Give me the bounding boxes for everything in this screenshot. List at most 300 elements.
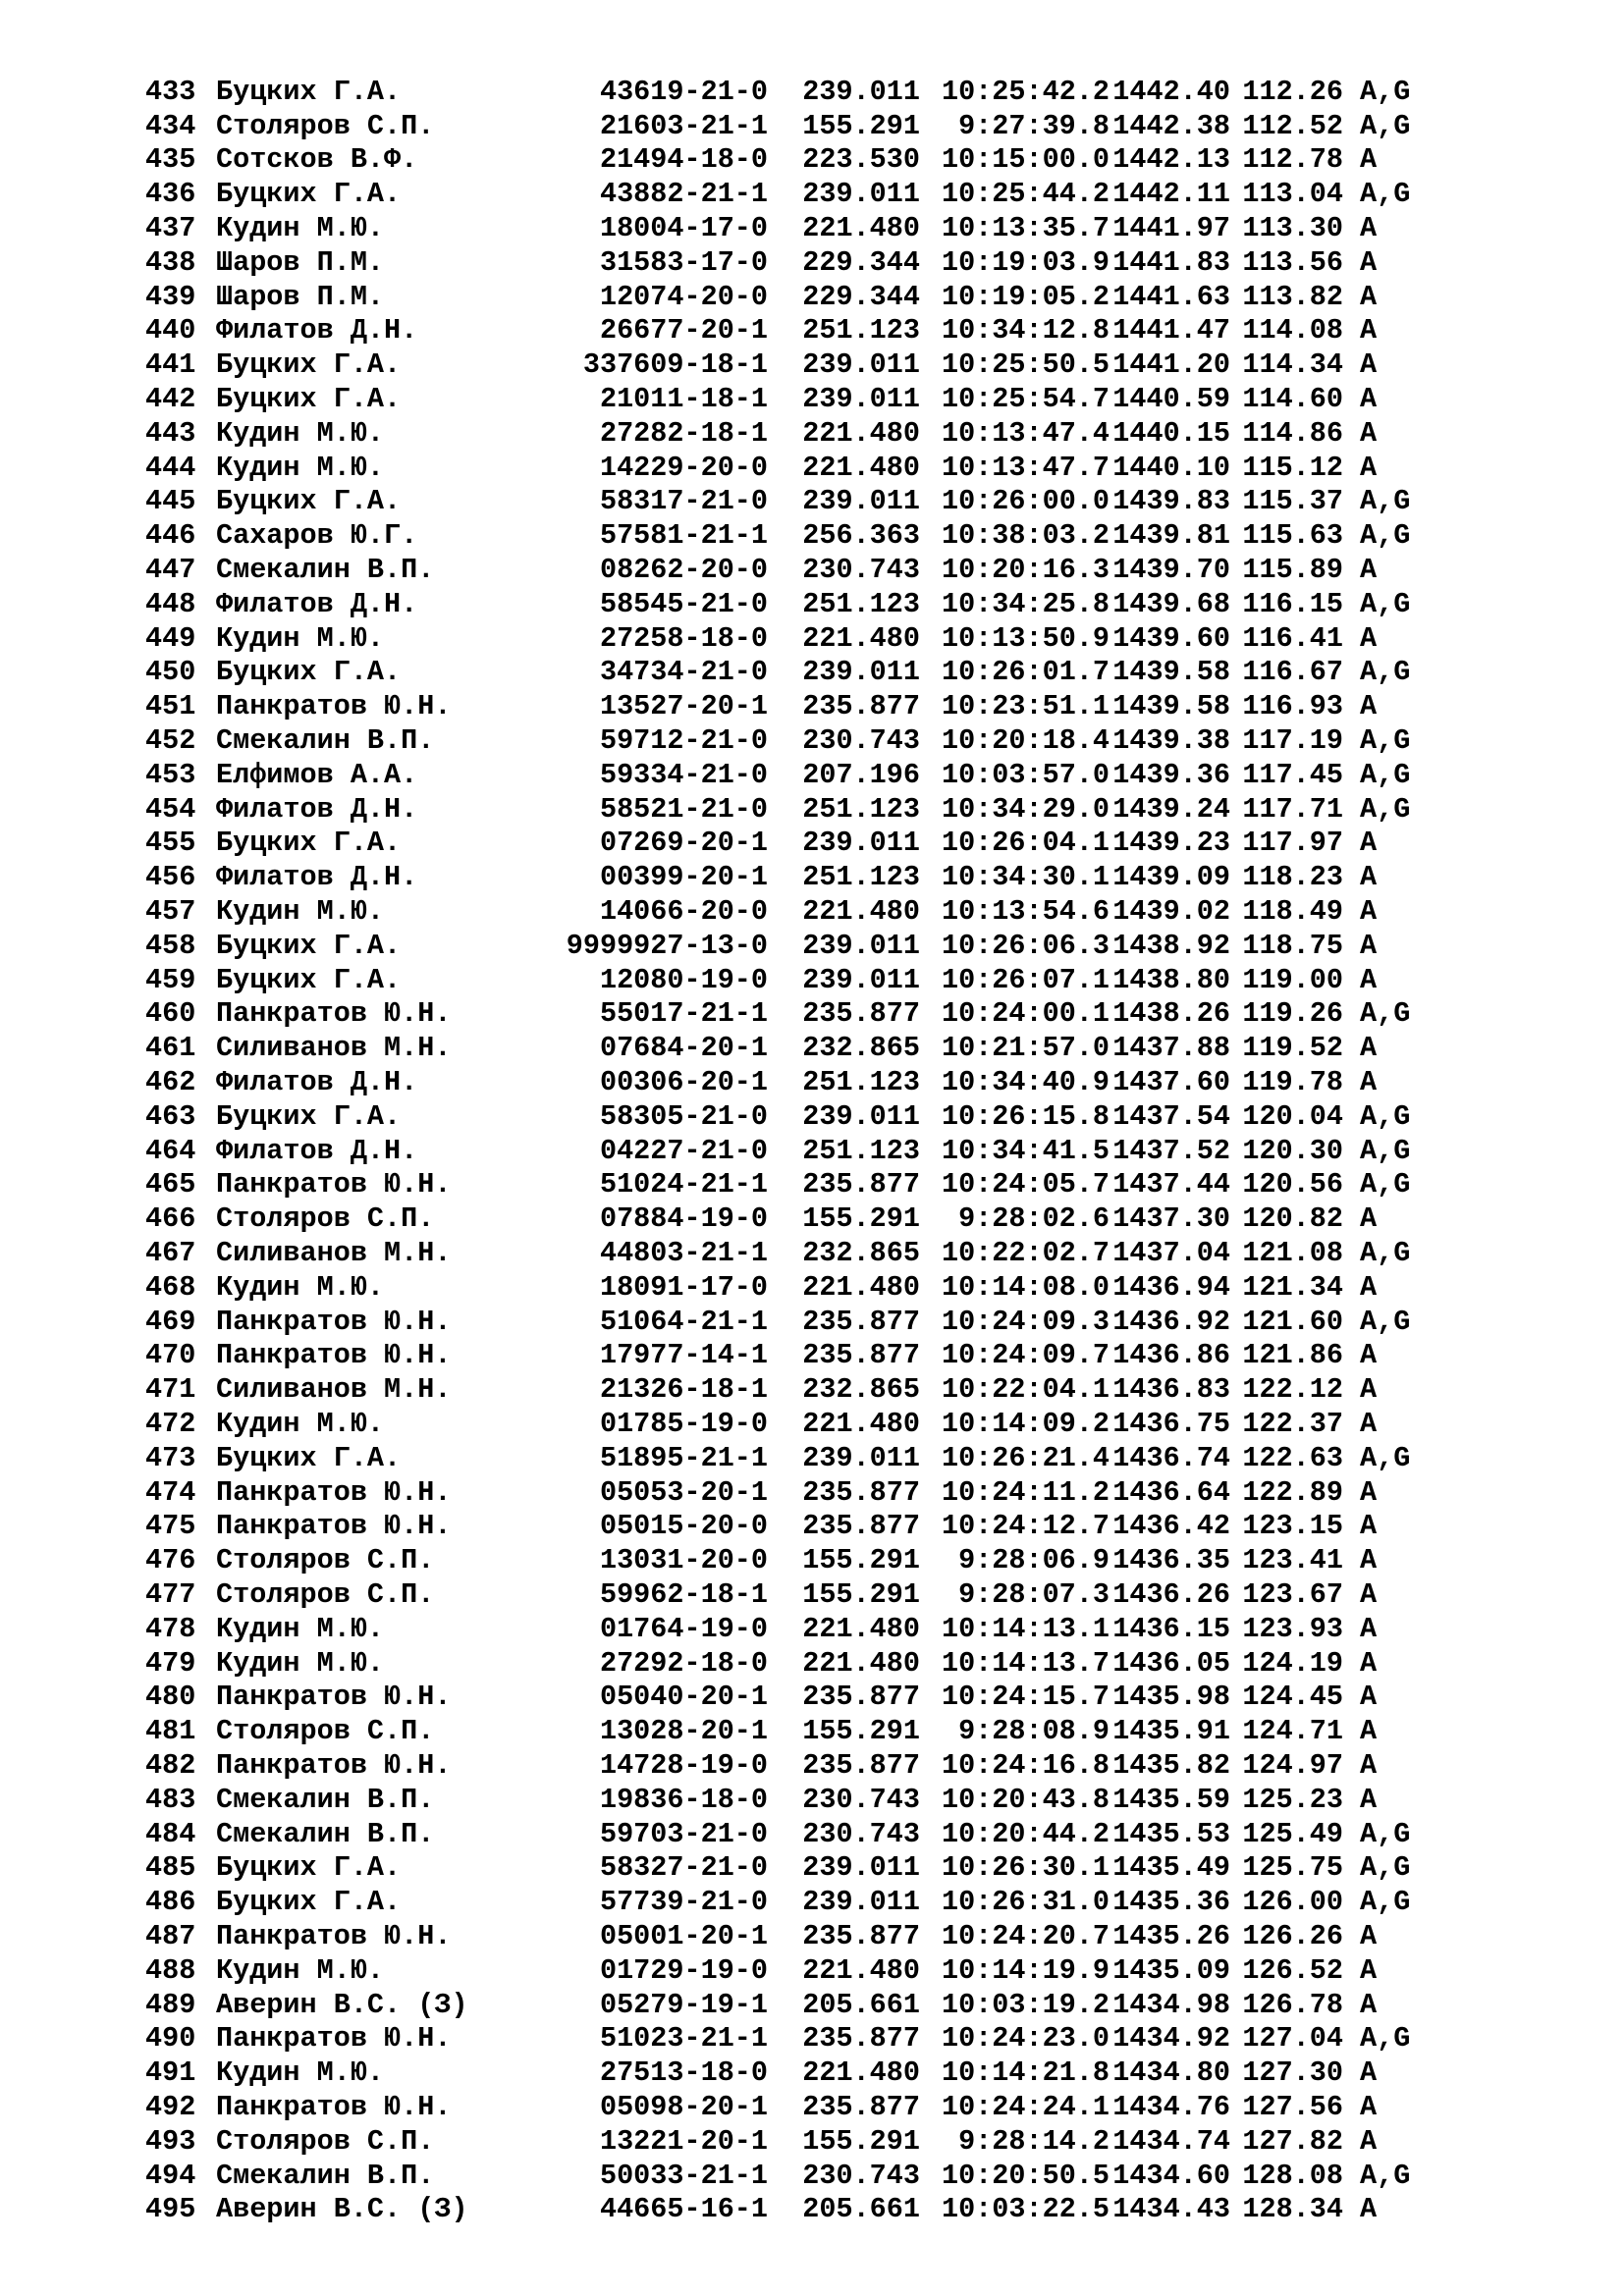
flags: A,G	[1360, 1168, 1411, 1201]
points: 1436.86	[1112, 1339, 1230, 1372]
percent: 112.52	[1242, 109, 1343, 142]
row-number: 462	[145, 1066, 196, 1098]
points: 1436.92	[1112, 1305, 1230, 1338]
ring-id: 18004-17-0	[599, 212, 768, 245]
row-number: 483	[145, 1783, 196, 1816]
participant-name: Силиванов М.Н.	[216, 1032, 452, 1065]
table-row	[145, 656, 1540, 690]
participant-name: Филатов Д.Н.	[216, 1066, 418, 1098]
distance: 221.480	[802, 621, 920, 655]
points: 1439.60	[1112, 621, 1230, 655]
percent: 114.34	[1242, 348, 1343, 382]
arrival-time: 10:20:50.5	[941, 2159, 1110, 2192]
participant-name: Филатов Д.Н.	[216, 587, 418, 620]
arrival-time: 10:24:23.0	[941, 2022, 1110, 2056]
table-row	[145, 1783, 1540, 1817]
percent: 115.12	[1242, 451, 1343, 484]
participant-name: Панкратов Ю.Н.	[216, 1475, 452, 1509]
arrival-time: 10:24:05.7	[941, 1168, 1110, 1201]
percent: 116.67	[1242, 656, 1343, 689]
ring-id: 07269-20-1	[599, 827, 768, 860]
ring-id: 337609-18-1	[582, 348, 768, 382]
percent: 121.08	[1242, 1236, 1343, 1269]
row-number: 442	[145, 383, 196, 416]
percent: 115.37	[1242, 485, 1343, 518]
ring-id: 9999927-13-0	[566, 929, 768, 962]
table-row	[145, 1509, 1540, 1543]
points: 1439.58	[1112, 690, 1230, 723]
percent: 117.71	[1242, 792, 1343, 826]
points: 1439.36	[1112, 758, 1230, 791]
arrival-time: 10:14:13.1	[941, 1612, 1110, 1645]
participant-name: Столяров С.П.	[216, 2124, 435, 2158]
distance: 251.123	[802, 314, 920, 347]
percent: 112.78	[1242, 143, 1343, 177]
flags: A	[1360, 861, 1378, 894]
table-row	[145, 860, 1540, 894]
participant-name: Кудин М.Ю.	[216, 1612, 385, 1645]
table-row	[145, 2159, 1540, 2193]
distance: 232.865	[802, 1032, 920, 1065]
distance: 230.743	[802, 554, 920, 587]
flags: A,G	[1360, 1441, 1411, 1474]
percent: 123.67	[1242, 1577, 1343, 1611]
flags: A	[1360, 1612, 1378, 1645]
participant-name: Сахаров Ю.Г.	[216, 519, 418, 553]
distance: 239.011	[802, 75, 920, 108]
participant-name: Кудин М.Ю.	[216, 2056, 385, 2090]
flags: A,G	[1360, 587, 1411, 620]
distance: 230.743	[802, 2159, 920, 2192]
points: 1435.53	[1112, 1817, 1230, 1850]
percent: 112.26	[1242, 75, 1343, 108]
flags: A,G	[1360, 1817, 1411, 1850]
table-row	[145, 314, 1540, 348]
arrival-time: 10:14:08.0	[941, 1270, 1110, 1304]
participant-name: Шаров П.М.	[216, 280, 385, 313]
participant-name: Кудин М.Ю.	[216, 1407, 385, 1440]
participant-name: Буцких Г.А.	[216, 1886, 402, 1919]
row-number: 478	[145, 1612, 196, 1645]
ring-id: 12080-19-0	[599, 963, 768, 996]
percent: 118.75	[1242, 929, 1343, 962]
points: 1435.59	[1112, 1783, 1230, 1816]
points: 1437.30	[1112, 1202, 1230, 1236]
percent: 114.60	[1242, 383, 1343, 416]
table-row	[145, 1953, 1540, 1988]
table-row	[145, 1099, 1540, 1134]
table-row	[145, 1612, 1540, 1646]
percent: 128.34	[1242, 2193, 1343, 2226]
participant-name: Столяров С.П.	[216, 1715, 435, 1748]
points: 1439.58	[1112, 656, 1230, 689]
distance: 251.123	[802, 1134, 920, 1167]
percent: 127.04	[1242, 2022, 1343, 2056]
distance: 256.363	[802, 519, 920, 553]
distance: 229.344	[802, 245, 920, 279]
points: 1437.52	[1112, 1134, 1230, 1167]
points: 1442.13	[1112, 143, 1230, 177]
arrival-time: 10:14:09.2	[941, 1407, 1110, 1440]
distance: 232.865	[802, 1236, 920, 1269]
ring-id: 18091-17-0	[599, 1270, 768, 1304]
flags: A,G	[1360, 2159, 1411, 2192]
table-row	[145, 1919, 1540, 1953]
ring-id: 05098-20-1	[599, 2090, 768, 2123]
row-number: 451	[145, 690, 196, 723]
table-row	[145, 1577, 1540, 1612]
participant-name: Аверин В.С. (З)	[216, 2193, 468, 2226]
participant-name: Столяров С.П.	[216, 109, 435, 142]
arrival-time: 10:20:44.2	[941, 1817, 1110, 1850]
distance: 235.877	[802, 1475, 920, 1509]
flags: A	[1360, 827, 1378, 860]
distance: 251.123	[802, 861, 920, 894]
percent: 121.60	[1242, 1305, 1343, 1338]
row-number: 474	[145, 1475, 196, 1509]
points: 1434.98	[1112, 1988, 1230, 2021]
distance: 221.480	[802, 2056, 920, 2090]
percent: 125.75	[1242, 1851, 1343, 1885]
participant-name: Смекалин В.П.	[216, 554, 435, 587]
ring-id: 58305-21-0	[599, 1099, 768, 1133]
arrival-time: 10:34:25.8	[941, 587, 1110, 620]
participant-name: Смекалин В.П.	[216, 724, 435, 758]
arrival-time: 10:24:24.1	[941, 2090, 1110, 2123]
ring-id: 21011-18-1	[599, 383, 768, 416]
flags: A	[1360, 1475, 1378, 1509]
table-row	[145, 518, 1540, 553]
row-number: 437	[145, 212, 196, 245]
points: 1437.60	[1112, 1066, 1230, 1098]
percent: 126.52	[1242, 1953, 1343, 1987]
flags: A	[1360, 1066, 1378, 1098]
points: 1434.92	[1112, 2022, 1230, 2056]
distance: 239.011	[802, 348, 920, 382]
ring-id: 05053-20-1	[599, 1475, 768, 1509]
points: 1435.36	[1112, 1886, 1230, 1919]
distance: 205.661	[802, 2193, 920, 2226]
flags: A,G	[1360, 178, 1411, 211]
points: 1436.42	[1112, 1510, 1230, 1543]
points: 1441.63	[1112, 280, 1230, 313]
flags: A	[1360, 1270, 1378, 1304]
table-row	[145, 1543, 1540, 1577]
row-number: 459	[145, 963, 196, 996]
row-number: 447	[145, 554, 196, 587]
arrival-time: 10:13:54.6	[941, 895, 1110, 929]
points: 1434.76	[1112, 2090, 1230, 2123]
flags: A	[1360, 1032, 1378, 1065]
percent: 118.23	[1242, 861, 1343, 894]
percent: 127.30	[1242, 2056, 1343, 2090]
row-number: 484	[145, 1817, 196, 1850]
table-row	[145, 2124, 1540, 2159]
arrival-time: 10:24:09.3	[941, 1305, 1110, 1338]
arrival-time: 10:24:20.7	[941, 1919, 1110, 1952]
distance: 221.480	[802, 1270, 920, 1304]
percent: 115.63	[1242, 519, 1343, 553]
participant-name: Кудин М.Ю.	[216, 895, 385, 929]
ring-id: 51895-21-1	[599, 1441, 768, 1474]
participant-name: Буцких Г.А.	[216, 1441, 402, 1474]
table-row	[145, 211, 1540, 245]
participant-name: Кудин М.Ю.	[216, 621, 385, 655]
flags: A,G	[1360, 724, 1411, 758]
participant-name: Шаров П.М.	[216, 245, 385, 279]
percent: 114.08	[1242, 314, 1343, 347]
table-row	[145, 2056, 1540, 2090]
arrival-time: 10:03:57.0	[941, 758, 1110, 791]
flags: A,G	[1360, 2022, 1411, 2056]
row-number: 458	[145, 929, 196, 962]
distance: 239.011	[802, 383, 920, 416]
distance: 235.877	[802, 1339, 920, 1372]
table-row	[145, 1475, 1540, 1510]
flags: A	[1360, 245, 1378, 279]
row-number: 480	[145, 1681, 196, 1714]
table-row	[145, 1031, 1540, 1065]
row-number: 473	[145, 1441, 196, 1474]
ring-id: 05001-20-1	[599, 1919, 768, 1952]
points: 1439.81	[1112, 519, 1230, 553]
distance: 239.011	[802, 1441, 920, 1474]
percent: 120.82	[1242, 1202, 1343, 1236]
arrival-time: 10:24:15.7	[941, 1681, 1110, 1714]
points: 1439.24	[1112, 792, 1230, 826]
ring-id: 51023-21-1	[599, 2022, 768, 2056]
distance: 155.291	[802, 1715, 920, 1748]
table-row	[145, 1748, 1540, 1783]
flags: A	[1360, 143, 1378, 177]
row-number: 470	[145, 1339, 196, 1372]
row-number: 471	[145, 1373, 196, 1407]
flags: A	[1360, 2056, 1378, 2090]
table-row	[145, 2090, 1540, 2124]
arrival-time: 10:15:00.0	[941, 143, 1110, 177]
table-row	[145, 997, 1540, 1032]
flags: A,G	[1360, 1236, 1411, 1269]
distance: 235.877	[802, 1919, 920, 1952]
points: 1436.05	[1112, 1646, 1230, 1680]
points: 1434.60	[1112, 2159, 1230, 2192]
table-row	[145, 451, 1540, 485]
points: 1437.88	[1112, 1032, 1230, 1065]
arrival-time: 10:23:51.1	[941, 690, 1110, 723]
table-row	[145, 963, 1540, 997]
points: 1436.74	[1112, 1441, 1230, 1474]
distance: 232.865	[802, 1373, 920, 1407]
table-row	[145, 1407, 1540, 1441]
table-row	[145, 245, 1540, 280]
ring-id: 00399-20-1	[599, 861, 768, 894]
table-row	[145, 553, 1540, 587]
arrival-time: 10:38:03.2	[941, 519, 1110, 553]
percent: 125.23	[1242, 1783, 1343, 1816]
row-number: 463	[145, 1099, 196, 1133]
points: 1437.04	[1112, 1236, 1230, 1269]
row-number: 489	[145, 1988, 196, 2021]
table-row	[145, 1988, 1540, 2022]
flags: A	[1360, 2090, 1378, 2123]
points: 1435.26	[1112, 1919, 1230, 1952]
distance: 229.344	[802, 280, 920, 313]
distance: 155.291	[802, 2124, 920, 2158]
percent: 128.08	[1242, 2159, 1343, 2192]
participant-name: Аверин В.С. (З)	[216, 1988, 468, 2021]
points: 1434.80	[1112, 2056, 1230, 2090]
points: 1441.83	[1112, 245, 1230, 279]
points: 1435.49	[1112, 1851, 1230, 1885]
ring-id: 01729-19-0	[599, 1953, 768, 1987]
flags: A	[1360, 348, 1378, 382]
flags: A,G	[1360, 997, 1411, 1031]
distance: 230.743	[802, 724, 920, 758]
points: 1439.09	[1112, 861, 1230, 894]
percent: 125.49	[1242, 1817, 1343, 1850]
points: 1442.11	[1112, 178, 1230, 211]
row-number: 433	[145, 75, 196, 108]
flags: A,G	[1360, 1886, 1411, 1919]
row-number: 475	[145, 1510, 196, 1543]
arrival-time: 10:24:11.2	[941, 1475, 1110, 1509]
points: 1440.10	[1112, 451, 1230, 484]
row-number: 486	[145, 1886, 196, 1919]
flags: A	[1360, 314, 1378, 347]
table-row	[145, 1885, 1540, 1919]
table-row	[145, 1372, 1540, 1407]
flags: A	[1360, 554, 1378, 587]
percent: 122.12	[1242, 1373, 1343, 1407]
table-row	[145, 382, 1540, 416]
flags: A,G	[1360, 1134, 1411, 1167]
distance: 155.291	[802, 1202, 920, 1236]
participant-name: Буцких Г.А.	[216, 656, 402, 689]
distance: 235.877	[802, 997, 920, 1031]
ring-id: 58521-21-0	[599, 792, 768, 826]
points: 1439.83	[1112, 485, 1230, 518]
row-number: 467	[145, 1236, 196, 1269]
row-number: 487	[145, 1919, 196, 1952]
flags: A	[1360, 280, 1378, 313]
distance: 155.291	[802, 1544, 920, 1577]
ring-id: 13221-20-1	[599, 2124, 768, 2158]
points: 1440.59	[1112, 383, 1230, 416]
flags: A	[1360, 1988, 1378, 2021]
arrival-time: 9:28:02.6	[958, 1202, 1110, 1236]
table-row	[145, 1270, 1540, 1305]
distance: 155.291	[802, 1577, 920, 1611]
arrival-time: 9:28:08.9	[958, 1715, 1110, 1748]
table-row	[145, 1680, 1540, 1714]
participant-name: Панкратов Ю.Н.	[216, 1168, 452, 1201]
distance: 155.291	[802, 109, 920, 142]
row-number: 488	[145, 1953, 196, 1987]
table-row	[145, 1441, 1540, 1475]
ring-id: 57739-21-0	[599, 1886, 768, 1919]
row-number: 495	[145, 2193, 196, 2226]
table-row	[145, 758, 1540, 792]
arrival-time: 9:28:06.9	[958, 1544, 1110, 1577]
row-number: 481	[145, 1715, 196, 1748]
participant-name: Столяров С.П.	[216, 1202, 435, 1236]
results-table	[145, 75, 1540, 2226]
arrival-time: 10:24:09.7	[941, 1339, 1110, 1372]
flags: A	[1360, 1748, 1378, 1782]
row-number: 457	[145, 895, 196, 929]
arrival-time: 10:22:04.1	[941, 1373, 1110, 1407]
percent: 127.82	[1242, 2124, 1343, 2158]
distance: 239.011	[802, 929, 920, 962]
table-row	[145, 1134, 1540, 1168]
table-row	[145, 2021, 1540, 2056]
percent: 127.56	[1242, 2090, 1343, 2123]
distance: 235.877	[802, 690, 920, 723]
ring-id: 07684-20-1	[599, 1032, 768, 1065]
arrival-time: 10:19:05.2	[941, 280, 1110, 313]
points: 1436.94	[1112, 1270, 1230, 1304]
table-row	[145, 621, 1540, 656]
ring-id: 59712-21-0	[599, 724, 768, 758]
participant-name: Буцких Г.А.	[216, 1851, 402, 1885]
participant-name: Филатов Д.Н.	[216, 1134, 418, 1167]
participant-name: Кудин М.Ю.	[216, 1270, 385, 1304]
percent: 120.56	[1242, 1168, 1343, 1201]
arrival-time: 10:25:44.2	[941, 178, 1110, 211]
arrival-time: 10:25:54.7	[941, 383, 1110, 416]
table-row	[145, 1850, 1540, 1885]
distance: 221.480	[802, 1953, 920, 1987]
participant-name: Буцких Г.А.	[216, 485, 402, 518]
ring-id: 50033-21-1	[599, 2159, 768, 2192]
row-number: 449	[145, 621, 196, 655]
arrival-time: 10:14:21.8	[941, 2056, 1110, 2090]
arrival-time: 10:34:29.0	[941, 792, 1110, 826]
table-row	[145, 2192, 1540, 2226]
percent: 113.04	[1242, 178, 1343, 211]
distance: 239.011	[802, 485, 920, 518]
arrival-time: 10:26:31.0	[941, 1886, 1110, 1919]
arrival-time: 10:20:16.3	[941, 554, 1110, 587]
distance: 239.011	[802, 827, 920, 860]
points: 1438.80	[1112, 963, 1230, 996]
ring-id: 14229-20-0	[599, 451, 768, 484]
distance: 205.661	[802, 1988, 920, 2021]
table-row	[145, 1646, 1540, 1681]
arrival-time: 10:26:06.3	[941, 929, 1110, 962]
row-number: 454	[145, 792, 196, 826]
table-row	[145, 347, 1540, 382]
percent: 121.86	[1242, 1339, 1343, 1372]
row-number: 443	[145, 416, 196, 450]
arrival-time: 10:14:13.7	[941, 1646, 1110, 1680]
table-row	[145, 485, 1540, 519]
flags: A	[1360, 1953, 1378, 1987]
ring-id: 27282-18-1	[599, 416, 768, 450]
flags: A,G	[1360, 1851, 1411, 1885]
participant-name: Кудин М.Ю.	[216, 451, 385, 484]
flags: A,G	[1360, 758, 1411, 791]
flags: A	[1360, 1373, 1378, 1407]
percent: 116.15	[1242, 587, 1343, 620]
flags: A	[1360, 212, 1378, 245]
points: 1438.26	[1112, 997, 1230, 1031]
row-number: 439	[145, 280, 196, 313]
table-row	[145, 75, 1540, 109]
participant-name: Буцких Г.А.	[216, 75, 402, 108]
flags: A,G	[1360, 485, 1411, 518]
row-number: 438	[145, 245, 196, 279]
